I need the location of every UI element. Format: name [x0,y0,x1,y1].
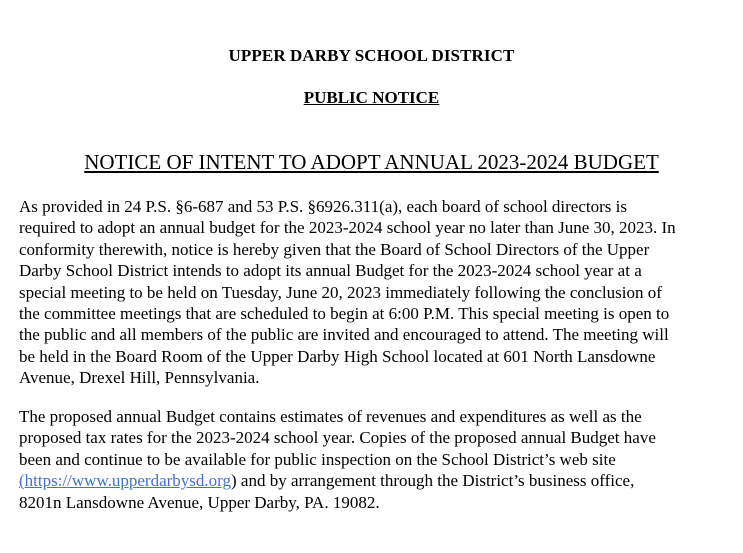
paragraph-line: proposed tax rates for the 2023-2024 school year. Copies of the proposed annual Budget have [19,428,656,448]
paragraph-line: Darby School District intends to adopt its annual Budget for the 2023-2024 school year at a [19,261,642,281]
paragraph-intent [19,196,739,389]
paragraph-line: the committee meetings that are scheduled to begin at 6:00 P.M. This special meeting is open to [19,304,670,324]
paragraph-line: The proposed annual Budget contains estimates of revenues and expenditures as well as the [19,407,642,426]
paragraph-line-with-link [19,470,739,491]
paragraph-line: conformity therewith, notice is hereby given that the Board of School Directors of the Upper [19,239,650,259]
paragraph-line: As provided in 24 P.S. §6-687 and 53 P.S. §6926.311(a), each board of school directors is [19,197,627,216]
notice-title: NOTICE OF INTENT TO ADOPT ANNUAL 2023-2024 BUDGET [84,150,659,174]
paragraph-line: 8201n Lansdowne Avenue, Upper Darby, PA. 19082. [19,492,380,512]
district-website-link[interactable]: https://www.upperdarbysd.org [24,471,232,491]
website-link-open-paren: ( [19,471,25,491]
business-office-text: ) and by arrangement through the District’s business office, [231,471,635,491]
paragraph-budget-availability [19,406,739,513]
paragraph-line: the public and all members of the public are invited and encouraged to attend. The meeting will [19,325,669,345]
paragraph-line: required to adopt an annual budget for the 2023-2024 school year no later than June 30, 2023. In [19,218,676,238]
paragraph-line: special meeting to be held on Tuesday, June 20, 2023 immediately following the conclusion of [19,282,662,302]
paragraph-line: Avenue, Drexel Hill, Pennsylvania. [19,368,260,388]
district-heading: UPPER DARBY SCHOOL DISTRICT [228,46,515,65]
paragraph-line: been and continue to be available for public inspection on the School District’s web site [19,449,616,469]
paragraph-line: be held in the Board Room of the Upper Darby High School located at 601 North Lansdowne [19,346,656,366]
public-notice-heading: PUBLIC NOTICE [303,88,440,107]
